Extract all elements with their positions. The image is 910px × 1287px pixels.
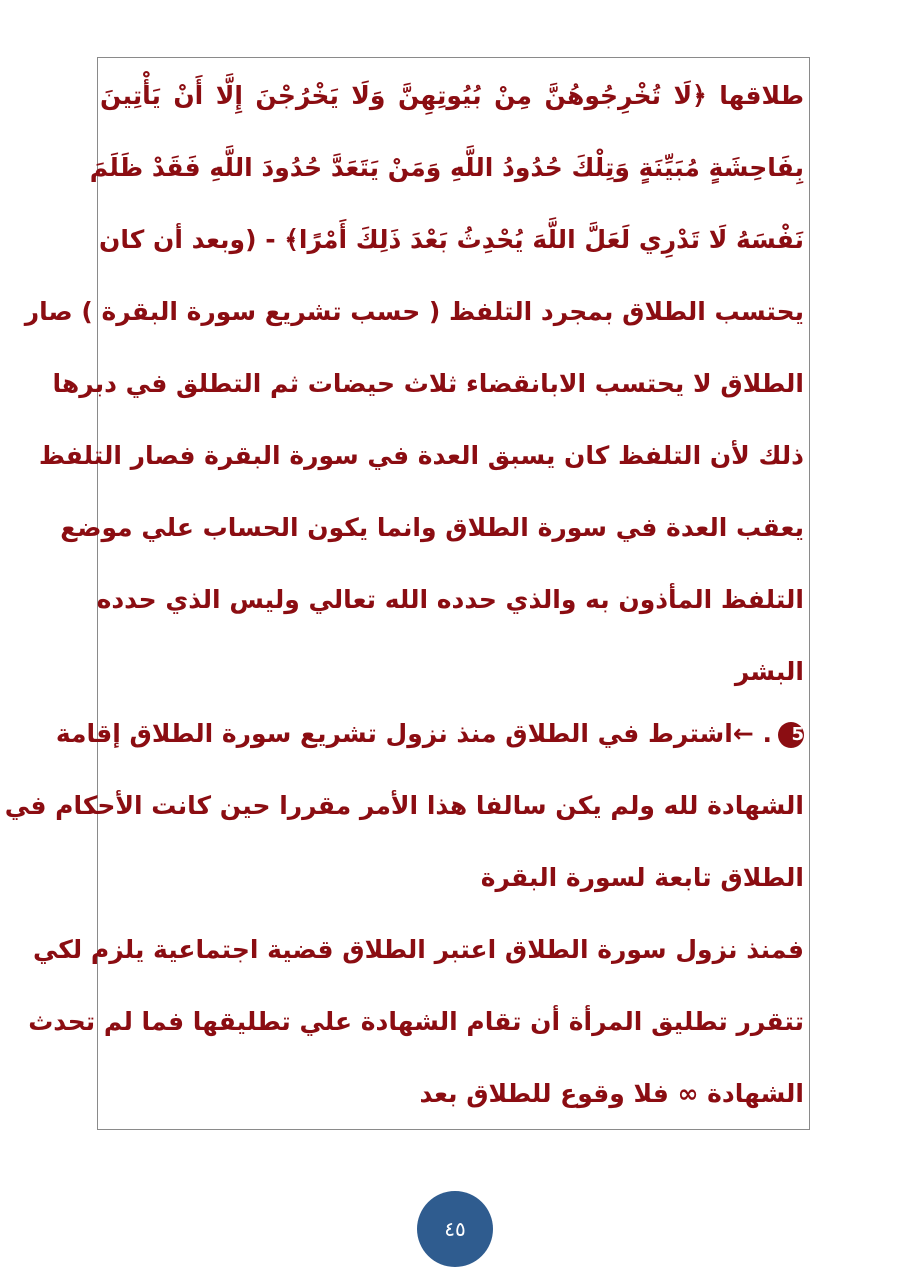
text-line: الشهادة لله ولم يكن سالفا هذا الأمر مقررا حين كانت الأحكام في <box>4 791 804 820</box>
text-line: البشر <box>734 657 804 686</box>
text-line: التلفظ المأذون به والذي حدده الله تعالي وليس الذي حدده <box>96 585 804 614</box>
text-line: فمنذ نزول سورة الطلاق اعتبر الطلاق قضية اجتماعية يلزم لكي <box>32 935 804 964</box>
text-line-content: . ←اشترط في الطلاق منذ نزول تشريع سورة الطلاق إقامة <box>55 719 772 748</box>
text-line: يعقب العدة في سورة الطلاق وانما يكون الحساب علي موضع <box>60 513 804 542</box>
paragraph <box>4 704 804 920</box>
item-number-badge: 5 <box>778 722 804 748</box>
text-line: يحتسب الطلاق بمجرد التلفظ ( حسب تشريع سورة البقرة ) صار <box>24 297 804 326</box>
text-line: الشهادة ∞ فلا وقوع للطلاق بعد <box>419 1079 804 1108</box>
paragraph <box>28 920 804 1136</box>
text-line: نَفْسَهُ لَا تَدْرِي لَعَلَّ اللَّهَ يُحْدِثُ بَعْدَ ذَلِكَ أَمْرًا﴾ - (وبعد أن كان <box>99 225 804 254</box>
text-line: تتقرر تطليق المرأة أن تقام الشهادة علي تطليقها فما لم تحدث <box>28 1007 804 1036</box>
text-line: طلاقها ﴿لَا تُخْرِجُوهُنَّ مِنْ بُيُوتِهِنَّ وَلَا يَخْرُجْنَ إِلَّا أَنْ يَأْتِينَ <box>100 81 804 110</box>
paragraph <box>24 66 804 426</box>
text-line <box>55 704 804 776</box>
paragraph <box>38 426 804 704</box>
text-line: ذلك لأن التلفظ كان يسبق العدة في سورة البقرة فصار التلفظ <box>38 441 804 470</box>
text-line: الطلاق لا يحتسب الابانقضاء ثلاث حيضات ثم التطلق في دبرها <box>52 369 804 398</box>
page-content <box>4 66 804 1136</box>
text-line: بِفَاحِشَةٍ مُبَيِّنَةٍ وَتِلْكَ حُدُودُ اللَّهِ وَمَنْ يَتَعَدَّ حُدُودَ اللَّهِ فَقَدْ ظَلَمَ <box>89 153 804 182</box>
page-number: ٤٥ <box>417 1191 493 1267</box>
text-line: الطلاق تابعة لسورة البقرة <box>480 863 804 892</box>
